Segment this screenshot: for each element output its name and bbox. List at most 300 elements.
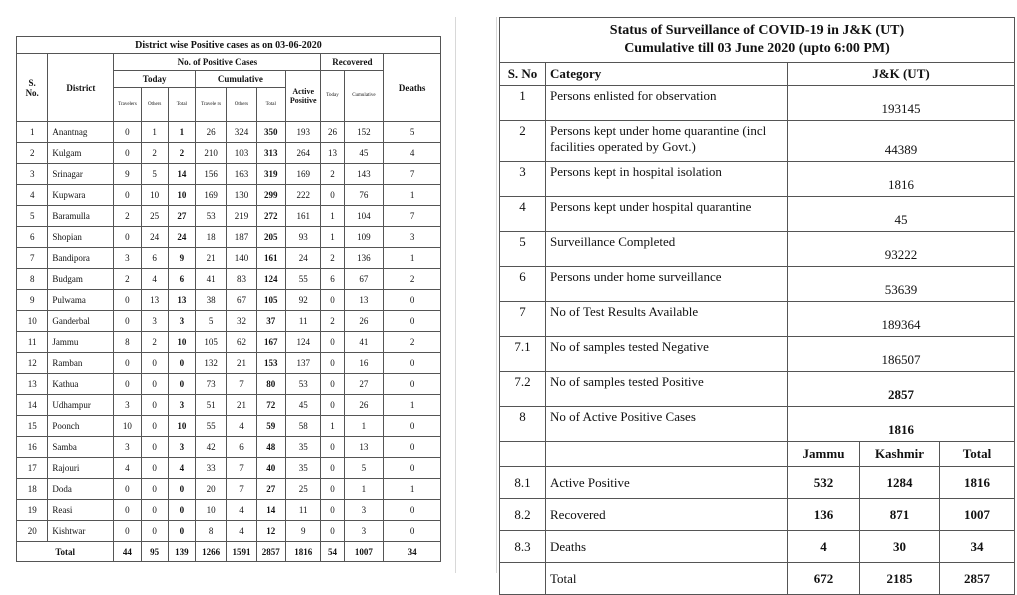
table-cell: 0 (321, 353, 344, 374)
table-cell: 3 (344, 521, 384, 542)
table-cell: 0 (321, 458, 344, 479)
table-cell: 40 (256, 458, 285, 479)
table-cell: 13 (321, 143, 344, 164)
table-cell: 3 (168, 311, 195, 332)
table-cell: 62 (227, 332, 256, 353)
table-row (17, 437, 441, 458)
table-cell: 53 (285, 374, 321, 395)
table-cell: 10 (168, 185, 195, 206)
table-cell: 7 (384, 206, 441, 227)
table-cell: 169 (285, 164, 321, 185)
total-value: 1007 (940, 499, 1015, 531)
table-cell: 10 (114, 416, 141, 437)
district-name-cell: Jammu (48, 332, 114, 353)
title-line-2: Cumulative till 03 June 2020 (upto 6:00 PM) (624, 41, 890, 56)
table-cell: 18 (195, 227, 226, 248)
table-cell: 18 (17, 479, 48, 500)
table-cell: 8 (114, 332, 141, 353)
region-row (500, 499, 1015, 531)
table-cell: 156 (195, 164, 226, 185)
district-name-cell: Kishtwar (48, 521, 114, 542)
table-cell: 26 (321, 122, 344, 143)
table-cell: 1 (384, 479, 441, 500)
row-sno: 7.1 (500, 337, 546, 372)
table-cell: 1 (17, 122, 48, 143)
table-cell: 13 (344, 290, 384, 311)
table-cell: 55 (195, 416, 226, 437)
table-cell: 205 (256, 227, 285, 248)
table-row (17, 164, 441, 185)
table-cell: 45 (285, 395, 321, 416)
table-cell: 5 (17, 206, 48, 227)
col-value-header: J&K (UT) (788, 63, 1015, 86)
district-name-cell: Anantnag (48, 122, 114, 143)
sub-others-header: Others (141, 88, 168, 122)
table-cell: 35 (285, 458, 321, 479)
table-cell: 313 (256, 143, 285, 164)
kashmir-value: 2185 (860, 563, 940, 595)
table-cell: 1 (384, 395, 441, 416)
table-cell: 6 (227, 437, 256, 458)
table-cell: 7 (227, 374, 256, 395)
row-sno: 8 (500, 407, 546, 442)
table-cell: 324 (227, 122, 256, 143)
table-cell: 140 (227, 248, 256, 269)
row-value: 193145 (788, 86, 1015, 121)
table-cell: 0 (168, 479, 195, 500)
row-value: 2857 (788, 372, 1015, 407)
table-cell: 38 (195, 290, 226, 311)
surveillance-table (499, 17, 1015, 595)
table-cell: 0 (168, 353, 195, 374)
col-today-header: Today (114, 71, 196, 88)
table-cell: 167 (256, 332, 285, 353)
table-cell: 136 (344, 248, 384, 269)
table-cell: 210 (195, 143, 226, 164)
table-cell: 13 (141, 290, 168, 311)
district-name-cell: Udhampur (48, 395, 114, 416)
table-cell: 0 (384, 500, 441, 521)
table-cell: 41 (195, 269, 226, 290)
jammu-value: 672 (788, 563, 860, 595)
table-cell: 5 (384, 122, 441, 143)
table-cell: 76 (344, 185, 384, 206)
table-cell: 19 (17, 500, 48, 521)
region-row (500, 531, 1015, 563)
total-cell: 1816 (285, 542, 321, 562)
table-cell: 2 (384, 332, 441, 353)
table-cell: 72 (256, 395, 285, 416)
district-name-cell: Poonch (48, 416, 114, 437)
table-cell: 161 (256, 248, 285, 269)
table-cell: 0 (114, 122, 141, 143)
region-row (500, 563, 1015, 595)
col-sno-header (17, 54, 48, 122)
table-cell: 0 (384, 458, 441, 479)
table-cell: 20 (195, 479, 226, 500)
col-rec-today-header: Today (321, 71, 344, 122)
table-cell: 13 (168, 290, 195, 311)
table-cell: 0 (384, 521, 441, 542)
total-cell: 139 (168, 542, 195, 562)
table-cell: 350 (256, 122, 285, 143)
table-cell: 2 (321, 311, 344, 332)
table-cell: 299 (256, 185, 285, 206)
sub-travelers-header: Travelers (114, 88, 141, 122)
table-cell: 9 (285, 521, 321, 542)
row-sno: 5 (500, 232, 546, 267)
col-active-header: Active Positive (285, 71, 321, 122)
table-cell: 152 (344, 122, 384, 143)
table-cell: 45 (344, 143, 384, 164)
table-cell: 1 (344, 479, 384, 500)
row-category: Total (546, 563, 788, 595)
row-category: Persons kept under home quarantine (incl facilities operated by Govt.) (546, 121, 788, 162)
table-cell: 20 (17, 521, 48, 542)
table-cell: 0 (384, 290, 441, 311)
table-cell: 193 (285, 122, 321, 143)
row-sno: 3 (500, 162, 546, 197)
surveillance-row (500, 86, 1015, 121)
table-cell: 4 (227, 500, 256, 521)
table-row (17, 416, 441, 437)
table-cell: 0 (114, 374, 141, 395)
table-cell: 222 (285, 185, 321, 206)
sub-total-header: Total (168, 88, 195, 122)
table-cell: 0 (114, 479, 141, 500)
table-cell: 2 (321, 164, 344, 185)
table-cell: 0 (321, 500, 344, 521)
table-cell: 1 (384, 185, 441, 206)
district-name-cell: Pulwama (48, 290, 114, 311)
table-cell: 2 (321, 248, 344, 269)
table-cell: 17 (17, 458, 48, 479)
group-recovered-header: Recovered (321, 54, 384, 71)
table-cell: 4 (384, 143, 441, 164)
table-cell: 14 (168, 164, 195, 185)
table-cell: 83 (227, 269, 256, 290)
table-cell: 0 (384, 374, 441, 395)
table-cell: 3 (384, 227, 441, 248)
table-cell: 24 (285, 248, 321, 269)
surveillance-row (500, 121, 1015, 162)
table-cell: 8 (195, 521, 226, 542)
table-row (17, 227, 441, 248)
table-cell: 2 (384, 269, 441, 290)
table-cell: 0 (141, 479, 168, 500)
table-cell: 21 (227, 353, 256, 374)
table-row (17, 395, 441, 416)
kashmir-value: 1284 (860, 467, 940, 499)
table-cell: 0 (141, 500, 168, 521)
table-cell: 0 (141, 416, 168, 437)
row-value: 45 (788, 197, 1015, 232)
table-cell: 7 (384, 164, 441, 185)
table-cell: 4 (227, 521, 256, 542)
table-cell: 3 (344, 500, 384, 521)
row-sno: 8.2 (500, 499, 546, 531)
table-cell: 12 (17, 353, 48, 374)
col-sno-header: S. No (500, 63, 546, 86)
table-cell: 132 (195, 353, 226, 374)
table-cell: 137 (285, 353, 321, 374)
total-value: 2857 (940, 563, 1015, 595)
table-cell: 8 (17, 269, 48, 290)
row-category: No of samples tested Positive (546, 372, 788, 407)
table-cell: 0 (321, 185, 344, 206)
table-cell: 0 (114, 185, 141, 206)
table-cell: 169 (195, 185, 226, 206)
sub-total2-header: Total (256, 88, 285, 122)
total-cell: 1266 (195, 542, 226, 562)
district-name-cell: Reasi (48, 500, 114, 521)
col-sno-label: S. No. (25, 77, 39, 98)
jammu-value: 136 (788, 499, 860, 531)
surveillance-row (500, 232, 1015, 267)
table-cell: 33 (195, 458, 226, 479)
table-cell: 5 (195, 311, 226, 332)
table-cell: 0 (321, 290, 344, 311)
table-cell: 1 (168, 122, 195, 143)
table-cell: 0 (141, 395, 168, 416)
table-cell: 10 (141, 185, 168, 206)
table-cell: 0 (114, 143, 141, 164)
district-name-cell: Baramulla (48, 206, 114, 227)
table-cell: 0 (141, 521, 168, 542)
title-line-1: Status of Surveillance of COVID-19 in J&K (UT) (609, 23, 905, 38)
row-category: Surveillance Completed (546, 232, 788, 267)
total-cell: 44 (114, 542, 141, 562)
table-cell: 10 (168, 416, 195, 437)
table-cell: 9 (17, 290, 48, 311)
table-cell: 5 (141, 164, 168, 185)
row-category: No of Active Positive Cases (546, 407, 788, 442)
table-cell: 161 (285, 206, 321, 227)
table-cell: 0 (141, 353, 168, 374)
table-cell: 27 (256, 479, 285, 500)
table-cell: 11 (285, 500, 321, 521)
table-cell: 0 (384, 353, 441, 374)
table-cell: 3 (114, 395, 141, 416)
table-row (17, 479, 441, 500)
total-value: 1816 (940, 467, 1015, 499)
table-cell: 0 (114, 290, 141, 311)
table-cell: 0 (141, 458, 168, 479)
col-cumulative-header: Cumulative (195, 71, 285, 88)
district-name-cell: Ramban (48, 353, 114, 374)
table-cell: 11 (17, 332, 48, 353)
table-cell: 92 (285, 290, 321, 311)
row-sno: 1 (500, 86, 546, 121)
table-cell: 4 (114, 458, 141, 479)
row-sno: 8.1 (500, 467, 546, 499)
table-cell: 5 (344, 458, 384, 479)
table-cell: 124 (285, 332, 321, 353)
table-cell: 219 (227, 206, 256, 227)
table-row (17, 353, 441, 374)
table-cell: 2 (141, 332, 168, 353)
table-cell: 80 (256, 374, 285, 395)
row-sno: 7 (500, 302, 546, 337)
table-cell: 0 (114, 311, 141, 332)
district-name-cell: Bandipora (48, 248, 114, 269)
row-category: No of samples tested Negative (546, 337, 788, 372)
row-category: Persons kept under hospital quarantine (546, 197, 788, 232)
table-cell: 0 (321, 437, 344, 458)
jammu-header: Jammu (788, 442, 860, 467)
table-cell: 0 (321, 395, 344, 416)
surveillance-panel (496, 17, 1017, 586)
table-row (17, 332, 441, 353)
row-sno: 8.3 (500, 531, 546, 563)
surveillance-row (500, 302, 1015, 337)
row-value: 44389 (788, 121, 1015, 162)
table-cell: 7 (227, 479, 256, 500)
district-name-cell: Samba (48, 437, 114, 458)
table-cell: 3 (141, 311, 168, 332)
table-cell: 0 (141, 437, 168, 458)
row-value: 186507 (788, 337, 1015, 372)
surveillance-row (500, 372, 1015, 407)
table-cell: 3 (114, 437, 141, 458)
row-sno: 7.2 (500, 372, 546, 407)
row-value: 1816 (788, 407, 1015, 442)
total-label: Total (17, 542, 114, 562)
table-cell: 12 (256, 521, 285, 542)
table-cell: 27 (344, 374, 384, 395)
table-cell: 9 (168, 248, 195, 269)
table-cell: 59 (256, 416, 285, 437)
table-row (17, 269, 441, 290)
table-cell: 1 (321, 416, 344, 437)
total-row (17, 542, 441, 562)
total-cell: 1007 (344, 542, 384, 562)
table-cell: 37 (256, 311, 285, 332)
table-cell: 0 (321, 332, 344, 353)
table-row (17, 248, 441, 269)
table-cell: 153 (256, 353, 285, 374)
table-cell: 25 (285, 479, 321, 500)
table-cell: 7 (227, 458, 256, 479)
row-category: Persons enlisted for observation (546, 86, 788, 121)
table-cell: 6 (17, 227, 48, 248)
table-cell: 163 (227, 164, 256, 185)
table-cell: 14 (17, 395, 48, 416)
col-category-header: Category (546, 63, 788, 86)
district-name-cell: Budgam (48, 269, 114, 290)
district-name-cell: Ganderbal (48, 311, 114, 332)
row-value: 189364 (788, 302, 1015, 337)
table-cell: 2 (168, 143, 195, 164)
table-cell: 26 (195, 122, 226, 143)
table-cell: 4 (17, 185, 48, 206)
table-cell: 67 (344, 269, 384, 290)
table-cell: 105 (195, 332, 226, 353)
row-value: 53639 (788, 267, 1015, 302)
table-cell: 0 (384, 437, 441, 458)
table-cell: 73 (195, 374, 226, 395)
table-cell: 32 (227, 311, 256, 332)
table-cell: 3 (168, 395, 195, 416)
table-cell: 0 (168, 521, 195, 542)
table-cell: 58 (285, 416, 321, 437)
table-cell: 0 (384, 416, 441, 437)
total-cell: 95 (141, 542, 168, 562)
row-sno: 4 (500, 197, 546, 232)
kashmir-value: 30 (860, 531, 940, 563)
row-sno: 6 (500, 267, 546, 302)
table-cell: 1 (384, 248, 441, 269)
table-cell: 2 (17, 143, 48, 164)
table-cell: 24 (141, 227, 168, 248)
district-name-cell: Srinagar (48, 164, 114, 185)
table-row (17, 311, 441, 332)
table-cell: 27 (168, 206, 195, 227)
region-row (500, 467, 1015, 499)
surveillance-row (500, 337, 1015, 372)
table-cell: 105 (256, 290, 285, 311)
row-sno (500, 563, 546, 595)
row-category: Persons under home surveillance (546, 267, 788, 302)
surveillance-row (500, 407, 1015, 442)
table-cell: 0 (114, 521, 141, 542)
table-cell: 109 (344, 227, 384, 248)
district-name-cell: Kathua (48, 374, 114, 395)
table-cell: 0 (114, 353, 141, 374)
table-cell: 187 (227, 227, 256, 248)
district-name-cell: Shopian (48, 227, 114, 248)
table-cell: 7 (17, 248, 48, 269)
table-cell: 13 (344, 437, 384, 458)
region-header-row (500, 442, 1015, 467)
blank-cell (500, 442, 546, 467)
table-cell: 4 (168, 458, 195, 479)
surveillance-row (500, 267, 1015, 302)
table-cell: 10 (17, 311, 48, 332)
table-cell: 1 (344, 416, 384, 437)
table-cell: 2 (114, 269, 141, 290)
table-cell: 3 (114, 248, 141, 269)
table-cell: 21 (195, 248, 226, 269)
table-cell: 2 (114, 206, 141, 227)
table-cell: 10 (168, 332, 195, 353)
col-district-header: District (48, 54, 114, 122)
total-value: 34 (940, 531, 1015, 563)
sub-others2-header: Others (227, 88, 256, 122)
table-cell: 13 (17, 374, 48, 395)
table-row (17, 500, 441, 521)
district-name-cell: Kupwara (48, 185, 114, 206)
row-sno: 2 (500, 121, 546, 162)
table-cell: 35 (285, 437, 321, 458)
table-cell: 6 (141, 248, 168, 269)
table-cell: 4 (227, 416, 256, 437)
table-cell: 1 (321, 227, 344, 248)
col-rec-cum-header: Cumulative (344, 71, 384, 122)
surveillance-row (500, 197, 1015, 232)
table-row (17, 122, 441, 143)
table-cell: 0 (321, 479, 344, 500)
table-cell: 42 (195, 437, 226, 458)
table-cell: 16 (17, 437, 48, 458)
table-cell: 55 (285, 269, 321, 290)
total-header: Total (940, 442, 1015, 467)
total-cell: 2857 (256, 542, 285, 562)
table-cell: 0 (168, 500, 195, 521)
table-cell: 124 (256, 269, 285, 290)
table-cell: 130 (227, 185, 256, 206)
table-cell: 9 (114, 164, 141, 185)
